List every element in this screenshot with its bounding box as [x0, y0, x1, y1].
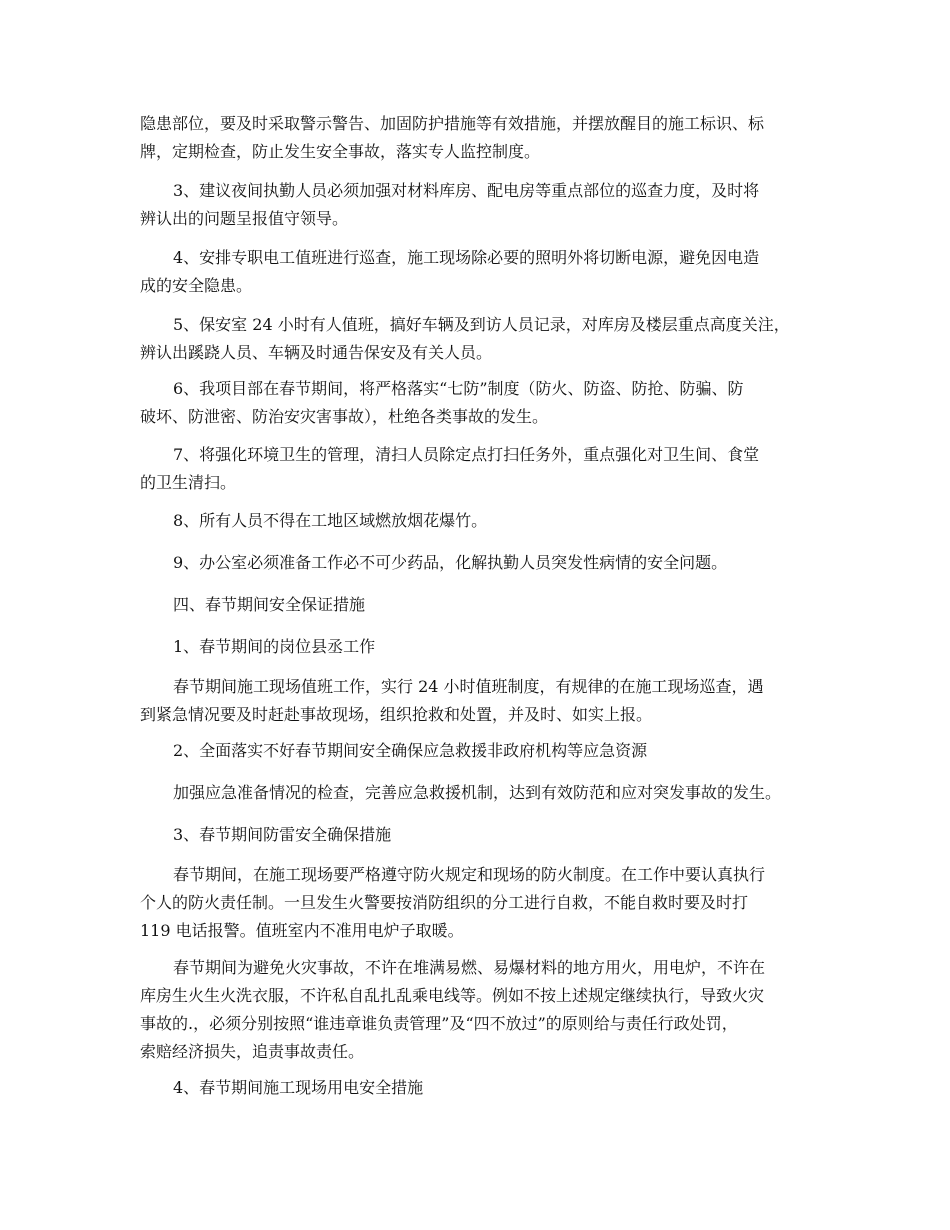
- text-line: 119 电话报警。值班室内不准用电炉子取暖。: [140, 921, 464, 940]
- paragraph-item-4: [140, 244, 820, 300]
- text-line: 春节期间为避免火灾事故，不许在堆满易燃、易爆材料的地方用火，用电炉，不许在: [173, 958, 766, 977]
- text-line: 辨认出蹊跷人员、车辆及时通告保安及有关人员。: [140, 343, 493, 362]
- text-line: 索赔经济损失，追责事故责任。: [140, 1042, 365, 1061]
- text-line: 1、春节期间的岗位县丞工作: [173, 637, 376, 656]
- text-line: 3、春节期间防雷安全确保措施: [173, 825, 392, 844]
- text-line: 7、将强化环境卫生的管理，清扫人员除定点打扫任务外，重点强化对卫生间、食堂: [173, 445, 760, 464]
- subheading-2: [140, 737, 820, 765]
- text-line: 4、安排专职电工值班进行巡查，施工现场除必要的照明外将切断电源，避免因电造: [173, 248, 760, 267]
- text-line: 6、我项目部在春节期间，将严格落实“七防”制度（防火、防盗、防抢、防骗、防: [173, 379, 744, 398]
- paragraph-hazard-areas: [140, 110, 820, 166]
- text-line: 的卫生清扫。: [140, 473, 237, 492]
- text-line: 8、所有人员不得在工地区域燃放烟花爆竹。: [173, 511, 488, 530]
- paragraph-item-9: [140, 549, 820, 577]
- text-line: 4、春节期间施工现场用电安全措施: [173, 1078, 424, 1097]
- subheading-4: [140, 1074, 820, 1102]
- paragraph-emergency-prep: [140, 779, 820, 807]
- text-line: 事故的.，必须分别按照“谁违章谁负责管理”及“四不放过”的原则给与责任行政处罚，: [140, 1014, 738, 1033]
- paragraph-item-7: [140, 441, 820, 497]
- text-line: 春节期间，在施工现场要严格遵守防火规定和现场的防火制度。在工作中要认真执行: [173, 865, 766, 884]
- paragraph-item-5: [140, 311, 820, 367]
- text-line: 成的安全隐患。: [140, 276, 253, 295]
- text-line: 春节期间施工现场值班工作，实行 24 小时值班制度，有规律的在施工现场巡查，遇: [173, 677, 764, 696]
- paragraph-item-6: [140, 375, 820, 431]
- text-line: 四、春节期间安全保证措施: [173, 595, 366, 614]
- paragraph-item-3: [140, 177, 820, 233]
- section-heading-four: [140, 591, 820, 619]
- text-line: 个人的防火责任制。一旦发生火警要按消防组织的分工进行自救，不能自救时要及时打: [140, 893, 749, 912]
- text-line: 加强应急准备情况的检查，完善应急救援机制，达到有效防范和应对突发事故的发生。: [173, 783, 782, 802]
- text-line: 2、全面落实不好春节期间安全确保应急救援非政府机构等应急资源: [173, 741, 648, 760]
- text-line: 到紧急情况要及时赶赴事故现场，组织抢救和处置，并及时、如实上报。: [140, 705, 653, 724]
- text-line: 5、保安室 24 小时有人值班，搞好车辆及到访人员记录，对库房及楼层重点高度关注，: [173, 315, 790, 334]
- text-line: 库房生火生火洗衣服，不许私自乱扎乱乘电线等。例如不按上述规定继续执行，导致火灾: [140, 986, 765, 1005]
- text-line: 3、建议夜间执勤人员必须加强对材料库房、配电房等重点部位的巡查力度，及时将: [173, 181, 760, 200]
- paragraph-item-8: [140, 507, 820, 535]
- paragraph-duty-system: [140, 673, 820, 729]
- paragraph-fire-rules: [140, 861, 820, 945]
- text-line: 隐患部位，要及时采取警示警告、加固防护措施等有效措施，并摆放醒目的施工标识、标: [140, 114, 765, 133]
- paragraph-fire-prevention: [140, 954, 820, 1066]
- subheading-1: [140, 633, 820, 661]
- text-line: 牌，定期检查，防止发生安全事故，落实专人监控制度。: [140, 142, 541, 161]
- text-line: 9、办公室必须准备工作必不可少药品，化解执勤人员突发性病情的安全问题。: [173, 553, 728, 572]
- text-line: 辨认出的问题呈报值守领导。: [140, 209, 349, 228]
- text-line: 破坏、防泄密、防治安灾害事故），杜绝各类事故的发生。: [140, 407, 549, 426]
- subheading-3: [140, 821, 820, 849]
